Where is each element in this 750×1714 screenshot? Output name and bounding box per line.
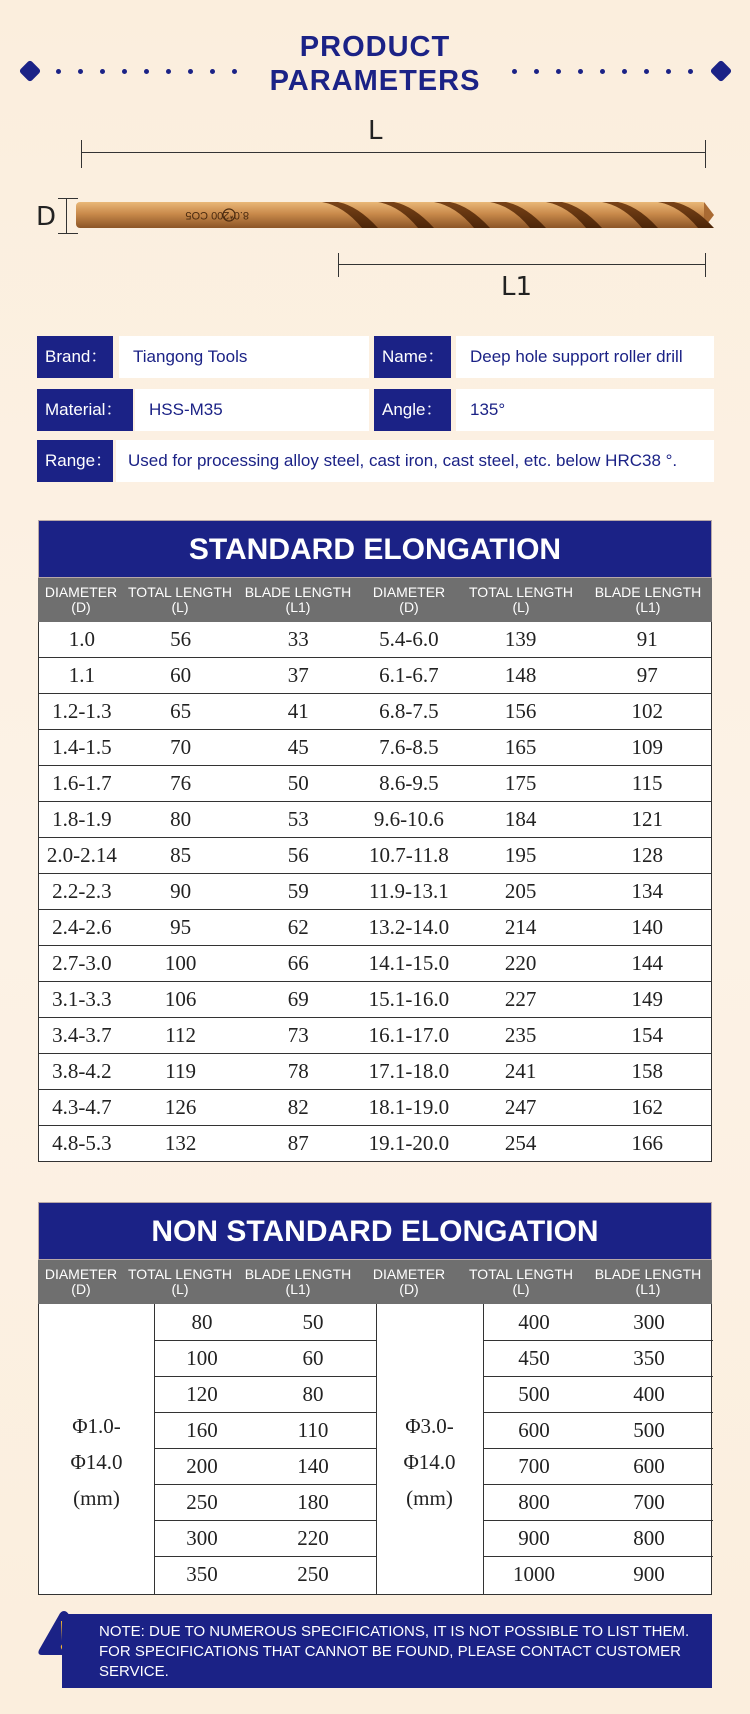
divider-dot (56, 69, 61, 74)
table-cell: 60 (170, 663, 192, 687)
table-cell: 450 (518, 1346, 550, 1370)
blade-label: L1 (501, 272, 533, 302)
range-label: Range： (37, 440, 113, 482)
table-row (39, 622, 711, 657)
table-cell: 2.0-2.14 (46, 843, 117, 867)
table-cell: 91 (636, 627, 658, 651)
table-cell: 112 (165, 1023, 196, 1047)
table-cell: 180 (297, 1490, 329, 1514)
table-cell: 166 (631, 1131, 663, 1155)
table-cell: 80 (191, 1310, 213, 1334)
table-cell: 1.6-1.7 (52, 771, 112, 795)
table-cell: 128 (631, 843, 663, 867)
length-dimension-line (82, 152, 706, 153)
table-cell: 156 (504, 699, 537, 723)
table-cell: 175 (504, 771, 537, 795)
table-cell: 95 (170, 915, 192, 939)
column-header (360, 578, 458, 622)
column-header-text: (L) (512, 1281, 530, 1297)
column-header-text: (L) (171, 1281, 189, 1297)
table-cell: 184 (504, 807, 537, 831)
table-cell: 149 (631, 987, 663, 1011)
table-cell: 41 (287, 699, 309, 723)
table-cell: 9.6-10.6 (373, 807, 444, 831)
divider-dot (122, 69, 127, 74)
table-cell: 6.1-6.7 (379, 663, 439, 687)
non-standard-table-body (38, 1304, 712, 1595)
table-cell: 132 (164, 1131, 197, 1155)
table-row (39, 873, 711, 909)
column-header-text: (L) (512, 599, 530, 615)
column-header-text: TOTAL LENGTH (469, 584, 573, 600)
table-row (39, 765, 711, 801)
table-cell: 100 (164, 951, 197, 975)
divider-dot (534, 69, 539, 74)
divider-dot (644, 69, 649, 74)
column-header-text: (D) (399, 599, 419, 615)
diameter-text: Φ1.0- (72, 1414, 121, 1438)
standard-table-header (38, 578, 712, 622)
table-cell: 50 (287, 771, 309, 795)
table-cell: 70 (170, 735, 192, 759)
table-cell: 62 (287, 915, 309, 939)
table-cell: 148 (504, 663, 537, 687)
table-cell: 250 (186, 1490, 218, 1514)
table-row (39, 1089, 711, 1125)
table-cell: 4.8-5.3 (52, 1131, 112, 1155)
table-cell: 60 (302, 1346, 324, 1370)
table-cell: 220 (504, 951, 537, 975)
table-cell: 600 (633, 1454, 665, 1478)
table-cell: 17.1-18.0 (368, 1059, 450, 1083)
diameter-text: Φ3.0- (405, 1414, 454, 1438)
table-cell: 250 (297, 1562, 329, 1586)
divider-dot (688, 69, 693, 74)
table-cell: 4.3-4.7 (52, 1095, 112, 1119)
table-cell: 13.2-14.0 (368, 915, 450, 939)
table-cell: 69 (287, 987, 309, 1011)
table-cell: 82 (287, 1095, 309, 1119)
angle-label: Angle： (374, 389, 451, 431)
table-cell: 76 (170, 771, 192, 795)
table-cell: 2.4-2.6 (52, 915, 112, 939)
table-cell: 109 (631, 735, 663, 759)
diameter-text: (mm) (73, 1486, 120, 1510)
table-cell: 65 (170, 699, 192, 723)
column-header-text: (L1) (635, 599, 661, 615)
table-cell: 2.7-3.0 (52, 951, 112, 975)
table-cell: 227 (504, 987, 537, 1011)
table-cell: 154 (631, 1023, 663, 1047)
diameter-text: (mm) (406, 1486, 453, 1510)
table-row (39, 945, 711, 981)
column-header-text: (L1) (285, 1281, 311, 1297)
column-header-text: (L1) (635, 1281, 661, 1297)
table-cell: 300 (186, 1526, 218, 1550)
left-diameter-label (39, 1408, 154, 1516)
table-cell: 78 (287, 1059, 309, 1083)
table-cell: 33 (287, 627, 309, 651)
shank-marking: 8.0*200 CO5 (185, 209, 249, 221)
table-cell: 119 (165, 1059, 196, 1083)
column-header (236, 1260, 360, 1304)
table-cell: 134 (631, 879, 663, 903)
right-diamond-icon (710, 60, 733, 83)
table-cell: 247 (504, 1095, 537, 1119)
divider-dot (100, 69, 105, 74)
column-header-text: TOTAL LENGTH (128, 1266, 232, 1282)
title-line-2: PARAMETERS (269, 65, 481, 97)
material-label: Material： (37, 389, 133, 431)
table-cell: 1000 (513, 1562, 555, 1586)
column-header-text: DIAMETER (372, 1266, 446, 1282)
standard-table-body (38, 622, 712, 1162)
column-header-text: (L1) (285, 599, 311, 615)
divider-dot (556, 69, 561, 74)
table-cell: 2.2-2.3 (52, 879, 112, 903)
column-header (458, 1260, 584, 1304)
table-cell: 121 (631, 807, 663, 831)
table-cell: 241 (504, 1059, 537, 1083)
diameter-text: Φ14.0 (70, 1450, 123, 1474)
table-row (39, 1125, 711, 1161)
table-cell: 16.1-17.0 (368, 1023, 450, 1047)
table-cell: 102 (631, 699, 663, 723)
divider-dot (666, 69, 671, 74)
note-box: NOTE: DUE TO NUMEROUS SPECIFICATIONS, IT IS NOT POSSIBLE TO LIST THEM. FOR SPECIFICATIONS THAT CANNOT BE FOUND, PLEASE CONTACT CUSTOMER SERVICE. (62, 1614, 712, 1688)
table-cell: 80 (302, 1382, 324, 1406)
table-cell: 139 (504, 627, 537, 651)
table-cell: 700 (633, 1490, 665, 1514)
table-cell: 165 (504, 735, 537, 759)
column-header-text: TOTAL LENGTH (469, 1266, 573, 1282)
table-cell: 500 (518, 1382, 550, 1406)
column-header (38, 578, 124, 622)
table-cell: 8.6-9.5 (379, 771, 439, 795)
column-header-text: DIAMETER (44, 1266, 118, 1282)
divider-dot (210, 69, 215, 74)
table-cell: 56 (170, 627, 192, 651)
diameter-dimension-line (66, 198, 67, 234)
table-cell: 53 (287, 807, 309, 831)
blade-right-tick (705, 253, 706, 277)
range-value: Used for processing alloy steel, cast iron, cast steel, etc. below HRC38 °. (116, 440, 714, 482)
table-cell: 3.1-3.3 (52, 987, 112, 1011)
column-header (236, 578, 360, 622)
table-cell: 5.4-6.0 (379, 627, 439, 651)
table-cell: 158 (631, 1059, 663, 1083)
standard-table-title: STANDARD ELONGATION (38, 520, 712, 578)
table-cell: 1.0 (68, 627, 95, 651)
right-diameter-label (376, 1408, 483, 1516)
table-row (39, 981, 711, 1017)
table-cell: 106 (164, 987, 197, 1011)
table-cell: 254 (504, 1131, 537, 1155)
non-standard-table-title: NON STANDARD ELONGATION (38, 1202, 712, 1260)
table-cell: 87 (287, 1131, 309, 1155)
table-cell: 195 (504, 843, 537, 867)
table-cell: 140 (297, 1454, 329, 1478)
title-line-1: PRODUCT (299, 31, 451, 63)
table-cell: 11.9-13.1 (369, 879, 449, 903)
table-cell: 97 (636, 663, 658, 687)
name-label: Name： (374, 336, 451, 378)
length-left-tick (81, 140, 82, 168)
table-cell: 15.1-16.0 (368, 987, 450, 1011)
table-cell: 144 (631, 951, 663, 975)
table-cell: 600 (518, 1418, 550, 1442)
table-cell: 85 (170, 843, 192, 867)
table-row (39, 801, 711, 837)
column-header-text: BLADE LENGTH (244, 584, 352, 600)
divider-dot (78, 69, 83, 74)
divider-dot (622, 69, 627, 74)
table-cell: 900 (518, 1526, 550, 1550)
table-cell: 235 (504, 1023, 537, 1047)
blade-left-tick (338, 253, 339, 277)
page-title (225, 30, 525, 98)
table-cell: 140 (631, 915, 663, 939)
table-cell: 160 (186, 1418, 218, 1442)
table-row (39, 1053, 711, 1089)
table-cell: 59 (287, 879, 309, 903)
table-cell: 200 (186, 1454, 218, 1478)
table-cell: 110 (297, 1418, 329, 1442)
column-header-text: BLADE LENGTH (594, 584, 702, 600)
table-row (39, 693, 711, 729)
table-cell: 37 (287, 663, 309, 687)
table-row (39, 837, 711, 873)
table-cell: 3.4-3.7 (52, 1023, 112, 1047)
brand-label: Brand： (37, 336, 113, 378)
brand-value: Tiangong Tools (119, 336, 369, 378)
table-cell: 205 (504, 879, 537, 903)
divider-dot (578, 69, 583, 74)
column-header (360, 1260, 458, 1304)
table-cell: 214 (504, 915, 537, 939)
non-standard-table-header (38, 1260, 712, 1304)
table-cell: 1.4-1.5 (52, 735, 112, 759)
length-label: L (368, 116, 383, 146)
column-header (584, 578, 712, 622)
column-header (584, 1260, 712, 1304)
angle-value: 135° (456, 389, 714, 431)
table-cell: 45 (287, 735, 309, 759)
divider-dot (144, 69, 149, 74)
column-header-text: (D) (71, 599, 91, 615)
table-cell: 500 (633, 1418, 665, 1442)
table-cell: 162 (631, 1095, 663, 1119)
table-cell: 90 (170, 879, 192, 903)
table-cell: 3.8-4.2 (52, 1059, 112, 1083)
table-cell: 1.1 (68, 663, 95, 687)
table-cell: 800 (518, 1490, 550, 1514)
divider-dot (600, 69, 605, 74)
table-cell: 350 (633, 1346, 665, 1370)
table-cell: 300 (633, 1310, 665, 1334)
table-cell: 115 (631, 771, 663, 795)
table-cell: 220 (297, 1526, 329, 1550)
standard-elongation-table (38, 520, 712, 1162)
name-value: Deep hole support roller drill (456, 336, 714, 378)
table-cell: 56 (287, 843, 309, 867)
column-header-text: (D) (399, 1281, 419, 1297)
length-right-tick (705, 140, 706, 168)
left-diamond-icon (19, 60, 42, 83)
column-header-text: (L) (171, 599, 189, 615)
table-cell: 100 (186, 1346, 218, 1370)
diameter-text: Φ14.0 (403, 1450, 456, 1474)
blade-dimension-line (339, 264, 706, 265)
divider-dot (188, 69, 193, 74)
table-cell: 900 (633, 1562, 665, 1586)
divider-dot (166, 69, 171, 74)
table-cell: 14.1-15.0 (368, 951, 450, 975)
table-cell: 120 (186, 1382, 218, 1406)
column-header-text: BLADE LENGTH (594, 1266, 702, 1282)
table-cell: 66 (287, 951, 309, 975)
table-row (39, 1017, 711, 1053)
table-cell: 73 (287, 1023, 309, 1047)
drill-bit-image (74, 196, 714, 236)
diameter-label: D (36, 202, 57, 232)
table-cell: 50 (302, 1310, 324, 1334)
table-cell: 400 (518, 1310, 550, 1334)
table-cell: 1.2-1.3 (52, 699, 112, 723)
non-standard-elongation-table (38, 1202, 712, 1595)
table-cell: 6.8-7.5 (379, 699, 439, 723)
column-header (38, 1260, 124, 1304)
column-header-text: (D) (71, 1281, 91, 1297)
table-cell: 80 (170, 807, 192, 831)
column-header (124, 578, 236, 622)
table-row (39, 909, 711, 945)
table-cell: 400 (633, 1382, 665, 1406)
material-value: HSS-M35 (135, 389, 369, 431)
column-header-text: DIAMETER (372, 584, 446, 600)
table-cell: 10.7-11.8 (369, 843, 449, 867)
table-cell: 800 (633, 1526, 665, 1550)
table-cell: 7.6-8.5 (379, 735, 439, 759)
column-header-text: BLADE LENGTH (244, 1266, 352, 1282)
table-cell: 350 (186, 1562, 218, 1586)
table-row (39, 729, 711, 765)
table-row (39, 657, 711, 693)
table-cell: 19.1-20.0 (368, 1131, 450, 1155)
table-cell: 126 (164, 1095, 197, 1119)
column-header-text: TOTAL LENGTH (128, 584, 232, 600)
table-cell: 18.1-19.0 (368, 1095, 450, 1119)
column-header (458, 578, 584, 622)
column-header (124, 1260, 236, 1304)
table-cell: 700 (518, 1454, 550, 1478)
column-header-text: DIAMETER (44, 584, 118, 600)
table-cell: 1.8-1.9 (52, 807, 112, 831)
